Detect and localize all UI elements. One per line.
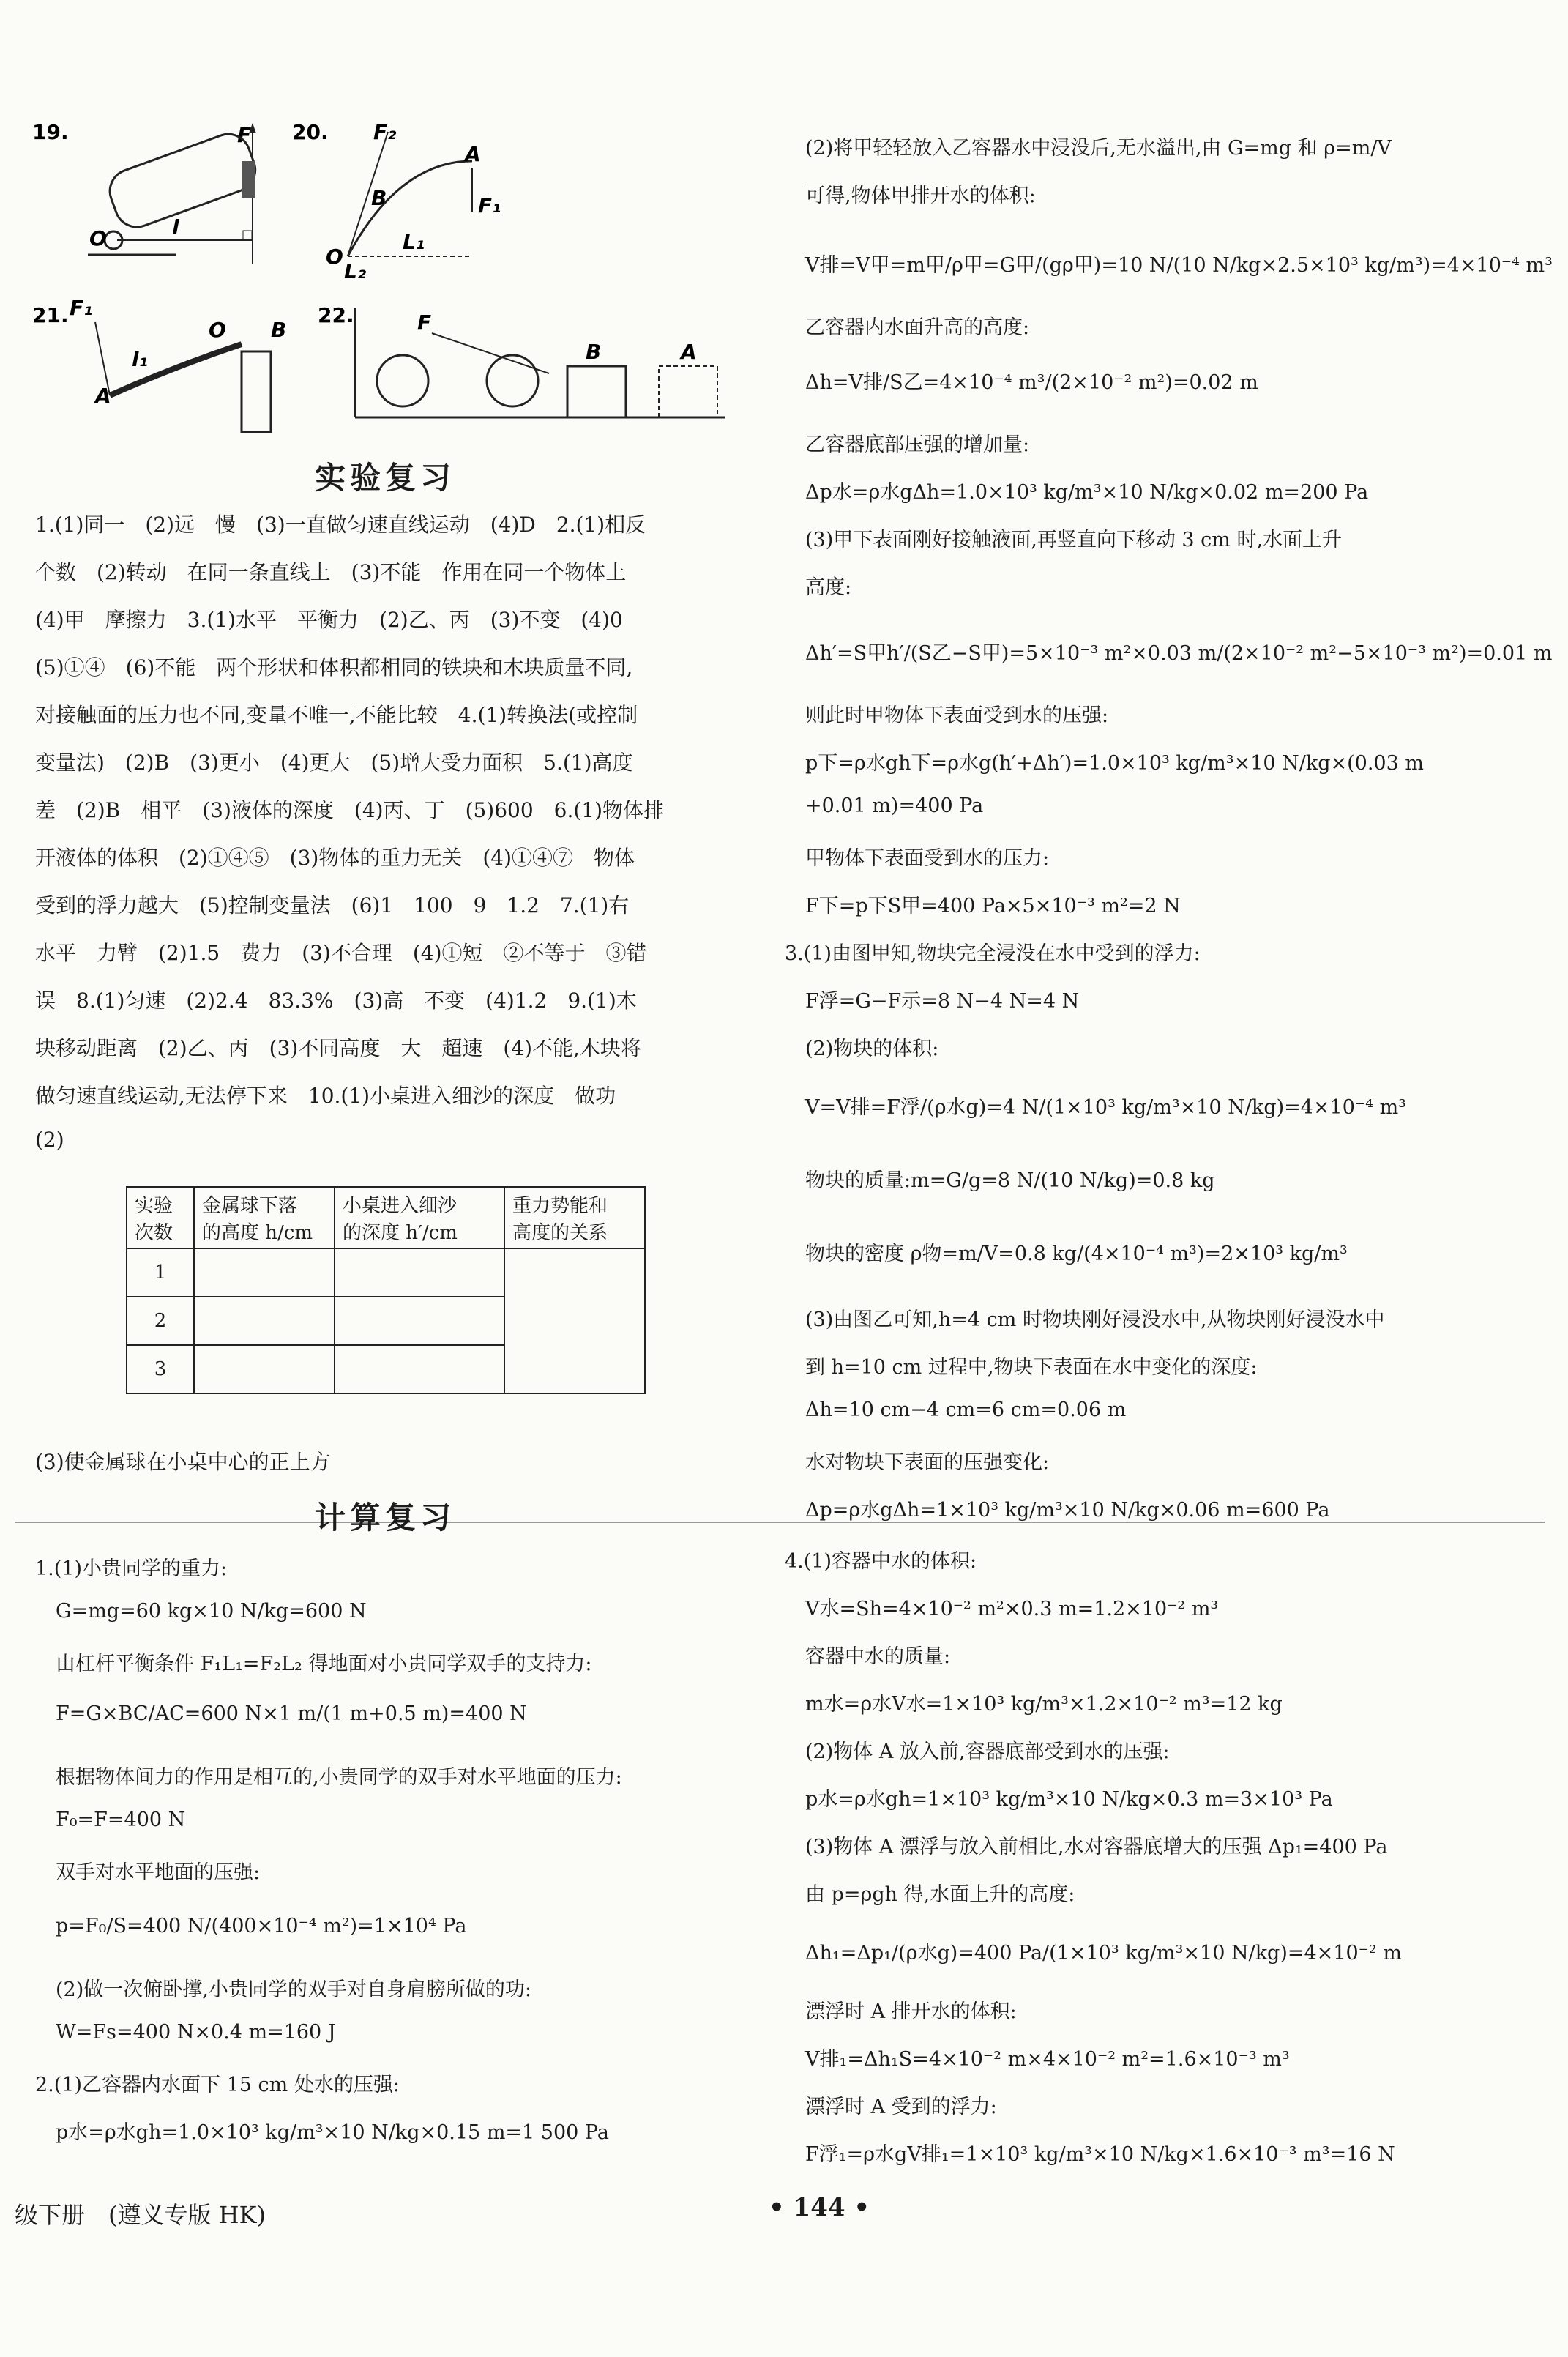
fig19-f-label: F: [237, 123, 252, 147]
fig20-f1-label: F₁: [478, 193, 501, 217]
figure-19: [29, 117, 271, 278]
exp-line: 个数 (2)转动 在同一条直线上 (3)不能 作用在同一个物体上: [35, 560, 627, 584]
calc-line: (3)甲下表面刚好接触液面,再竖直向下移动 3 cm 时,水面上升: [805, 529, 1343, 551]
calc-line: (2)做一次俯卧撑,小贵同学的双手对自身肩膀所做的功:: [56, 1978, 531, 2001]
calc-line: Δh=V排/S乙=4×10⁻⁴ m³/(2×10⁻² m²)=0.02 m: [805, 371, 1258, 394]
experiment-title: 实验复习: [315, 460, 456, 496]
calc-line: 4.(1)容器中水的体积:: [785, 1550, 977, 1573]
calc-line: p下=ρ水gh下=ρ水g(h′+Δh′)=1.0×10³ kg/m³×10 N/kg×(0.03 m: [805, 752, 1424, 775]
figure-22: [315, 293, 732, 439]
calc-line: p水=ρ水gh=1×10³ kg/m³×10 N/kg×0.3 m=3×10³ Pa: [805, 1788, 1333, 1811]
calc-line: 1.(1)小贵同学的重力:: [35, 1557, 228, 1580]
fig20-l1-label: L₁: [403, 230, 425, 254]
calc-line: 双手对水平地面的压强:: [56, 1861, 261, 1884]
calc-line: 则此时甲物体下表面受到水的压强:: [805, 704, 1109, 727]
fig20-f2-label: F₂: [373, 120, 397, 144]
exp-line: 水平 力臂 (2)1.5 费力 (3)不合理 (4)①短 ②不等于 ③错: [35, 941, 647, 965]
fig19-num: 19.: [32, 120, 69, 144]
fig21-b-label: B: [271, 318, 287, 342]
footer-book-label: 级下册 (遵义专版 HK): [15, 2201, 266, 2229]
calc-line: V水=Sh=4×10⁻² m²×0.3 m=1.2×10⁻² m³: [805, 1598, 1219, 1620]
calc-line: Δp水=ρ水gΔh=1.0×10³ kg/m³×10 N/kg×0.02 m=200 Pa: [805, 481, 1369, 504]
calc-line: 到 h=10 cm 过程中,物块下表面在水中变化的深度:: [805, 1356, 1258, 1379]
calc-line: V排₁=Δh₁S=4×10⁻² m×4×10⁻² m²=1.6×10⁻³ m³: [805, 2048, 1290, 2071]
calc-line: 由杠杆平衡条件 F₁L₁=F₂L₂ 得地面对小贵同学双手的支持力:: [56, 1653, 592, 1675]
fig20-num: 20.: [292, 120, 329, 144]
fig21-o-label: O: [209, 318, 226, 342]
fig19-o-label: O: [89, 226, 107, 250]
fig19-l-label: l: [172, 215, 179, 239]
table-header: 实验 次数: [127, 1187, 194, 1248]
fig22-a-label: A: [681, 340, 697, 364]
calc-line: Δh=10 cm−4 cm=6 cm=0.06 m: [805, 1399, 1127, 1421]
record-table: [126, 1186, 646, 1394]
fig22-f-label: F: [417, 310, 432, 335]
calc-title: 计算复习: [315, 1500, 456, 1535]
calc-line: 乙容器底部压强的增加量:: [805, 433, 1030, 456]
fig21-f1-label: F₁: [70, 296, 93, 320]
exp-line: 块移动距离 (2)乙、丙 (3)不同高度 大 超速 (4)不能,木块将: [35, 1036, 641, 1060]
fig21-a-label: A: [95, 384, 111, 408]
exp-line: (5)①④ (6)不能 两个形状和体积都相同的铁块和木块质量不同,: [35, 655, 633, 679]
calc-line: V排=V甲=m甲/ρ甲=G甲/(gρ甲)=10 N/(10 N/kg×2.5×10³ kg/m³)=4×10⁻⁴ m³: [805, 254, 1553, 277]
calc-line: 乙容器内水面升高的高度:: [805, 316, 1030, 339]
table-row: 2: [127, 1297, 645, 1345]
exp-line: 误 8.(1)匀速 (2)2.4 83.3% (3)高 不变 (4)1.2 9.(1)木: [35, 988, 637, 1013]
exp-line: 受到的浮力越大 (5)控制变量法 (6)1 100 9 1.2 7.(1)右: [35, 893, 630, 917]
calc-line: (3)由图乙可知,h=4 cm 时物块刚好浸没水中,从物块刚好浸没水中: [805, 1308, 1385, 1331]
calc-line: V=V排=F浮/(ρ水g)=4 N/(1×10³ kg/m³×10 N/kg)=4×10⁻⁴ m³: [805, 1096, 1406, 1119]
calc-line: 甲物体下表面受到水的压力:: [805, 847, 1050, 870]
calc-line: 由 p=ρgh 得,水面上升的高度:: [805, 1883, 1075, 1906]
calc-line: 根据物体间力的作用是相互的,小贵同学的双手对水平地面的压力:: [56, 1766, 622, 1789]
exp-line: 变量法) (2)B (3)更小 (4)更大 (5)增大受力面积 5.(1)高度: [35, 751, 633, 775]
fig22-b-label: B: [586, 340, 602, 364]
calc-line: F₀=F=400 N: [56, 1809, 186, 1831]
table-row: 3: [127, 1345, 645, 1393]
calc-line: (2)将甲轻轻放入乙容器水中浸没后,无水溢出,由 G=mg 和 ρ=m/V: [805, 137, 1392, 160]
calc-line: 高度:: [805, 576, 852, 599]
calc-line: Δh′=S甲h′/(S乙−S甲)=5×10⁻³ m²×0.03 m/(2×10⁻² m²−5×10⁻³ m²)=0.01 m: [805, 642, 1553, 665]
fig22-num: 22.: [318, 303, 354, 327]
fig20-o-label: O: [326, 245, 343, 269]
calc-line: 水对物块下表面的压强变化:: [805, 1451, 1050, 1474]
calc-line: (3)物体 A 漂浮与放入前相比,水对容器底增大的压强 Δp₁=400 Pa: [805, 1836, 1388, 1858]
calc-line: F下=p下S甲=400 Pa×5×10⁻³ m²=2 N: [805, 895, 1181, 917]
calc-line: Δp=ρ水gΔh=1×10³ kg/m³×10 N/kg×0.06 m=600 Pa: [805, 1499, 1330, 1522]
exp-line: 对接触面的压力也不同,变量不唯一,不能比较 4.(1)转换法(或控制: [35, 703, 638, 727]
calc-line: +0.01 m)=400 Pa: [805, 794, 984, 817]
figure-21: [29, 293, 307, 439]
calc-line: G=mg=60 kg×10 N/kg=600 N: [56, 1600, 367, 1623]
exp-line: (4)甲 摩擦力 3.(1)水平 平衡力 (2)乙、丙 (3)不变 (4)0: [35, 608, 623, 632]
fig20-b-label: B: [371, 186, 387, 210]
exp-line: 差 (2)B 相平 (3)液体的深度 (4)丙、丁 (5)600 6.(1)物体排: [35, 798, 665, 822]
calc-line: F浮=G−F示=8 N−4 N=4 N: [805, 990, 1080, 1013]
calc-line: (2)物体 A 放入前,容器底部受到水的压强:: [805, 1740, 1170, 1763]
calc-line: 容器中水的质量:: [805, 1645, 951, 1668]
fig20-a-label: A: [465, 142, 481, 166]
table-row: 1: [127, 1248, 645, 1297]
calc-line: 物块的质量:m=G/g=8 N/(10 N/kg)=0.8 kg: [805, 1169, 1215, 1192]
exp-after-line: (3)使金属球在小桌中心的正上方: [35, 1450, 331, 1474]
figure-20: [289, 117, 509, 278]
fig21-l1-label: l₁: [132, 347, 148, 371]
fig20-l2-label: L₂: [344, 259, 367, 278]
calc-line: 漂浮时 A 受到的浮力:: [805, 2096, 997, 2118]
calc-line: 3.(1)由图甲知,物块完全浸没在水中受到的浮力:: [785, 942, 1201, 965]
calc-line: Δh₁=Δp₁/(ρ水g)=400 Pa/(1×10³ kg/m³×10 N/kg)=4×10⁻² m: [805, 1942, 1402, 1965]
table-header: 金属球下落 的高度 h/cm: [194, 1187, 335, 1248]
calc-line: m水=ρ水V水=1×10³ kg/m³×1.2×10⁻² m³=12 kg: [805, 1693, 1283, 1716]
calc-line: p=F₀/S=400 N/(400×10⁻⁴ m²)=1×10⁴ Pa: [56, 1915, 467, 1937]
exp-line: (2): [35, 1128, 64, 1152]
exp-line: 1.(1)同一 (2)远 慢 (3)一直做匀速直线运动 (4)D 2.(1)相反: [35, 513, 646, 537]
calc-line: 2.(1)乙容器内水面下 15 cm 处水的压强:: [35, 2074, 400, 2096]
table-header: 小桌进入细沙 的深度 h′/cm: [335, 1187, 504, 1248]
page-number: • 144 •: [769, 2193, 870, 2222]
exp-line: 开液体的体积 (2)①④⑤ (3)物体的重力无关 (4)①④⑦ 物体: [35, 846, 635, 870]
calc-line: W=Fs=400 N×0.4 m=160 J: [56, 2021, 336, 2044]
calc-line: (2)物块的体积:: [805, 1038, 939, 1060]
table-header: 重力势能和 高度的关系: [504, 1187, 645, 1248]
fig21-num: 21.: [32, 303, 69, 327]
calc-line: p水=ρ水gh=1.0×10³ kg/m³×10 N/kg×0.15 m=1 500 Pa: [56, 2121, 609, 2144]
calc-line: F浮₁=ρ水gV排₁=1×10³ kg/m³×10 N/kg×1.6×10⁻³ m³=16 N: [805, 2143, 1395, 2166]
calc-line: 漂浮时 A 排开水的体积:: [805, 2000, 1017, 2023]
calc-line: 可得,物体甲排开水的体积:: [805, 185, 1036, 207]
calc-line: F=G×BC/AC=600 N×1 m/(1 m+0.5 m)=400 N: [56, 1702, 527, 1725]
exp-line: 做匀速直线运动,无法停下来 10.(1)小桌进入细沙的深度 做功: [35, 1084, 616, 1108]
calc-line: 物块的密度 ρ物=m/V=0.8 kg/(4×10⁻⁴ m³)=2×10³ kg/m³: [805, 1243, 1348, 1265]
